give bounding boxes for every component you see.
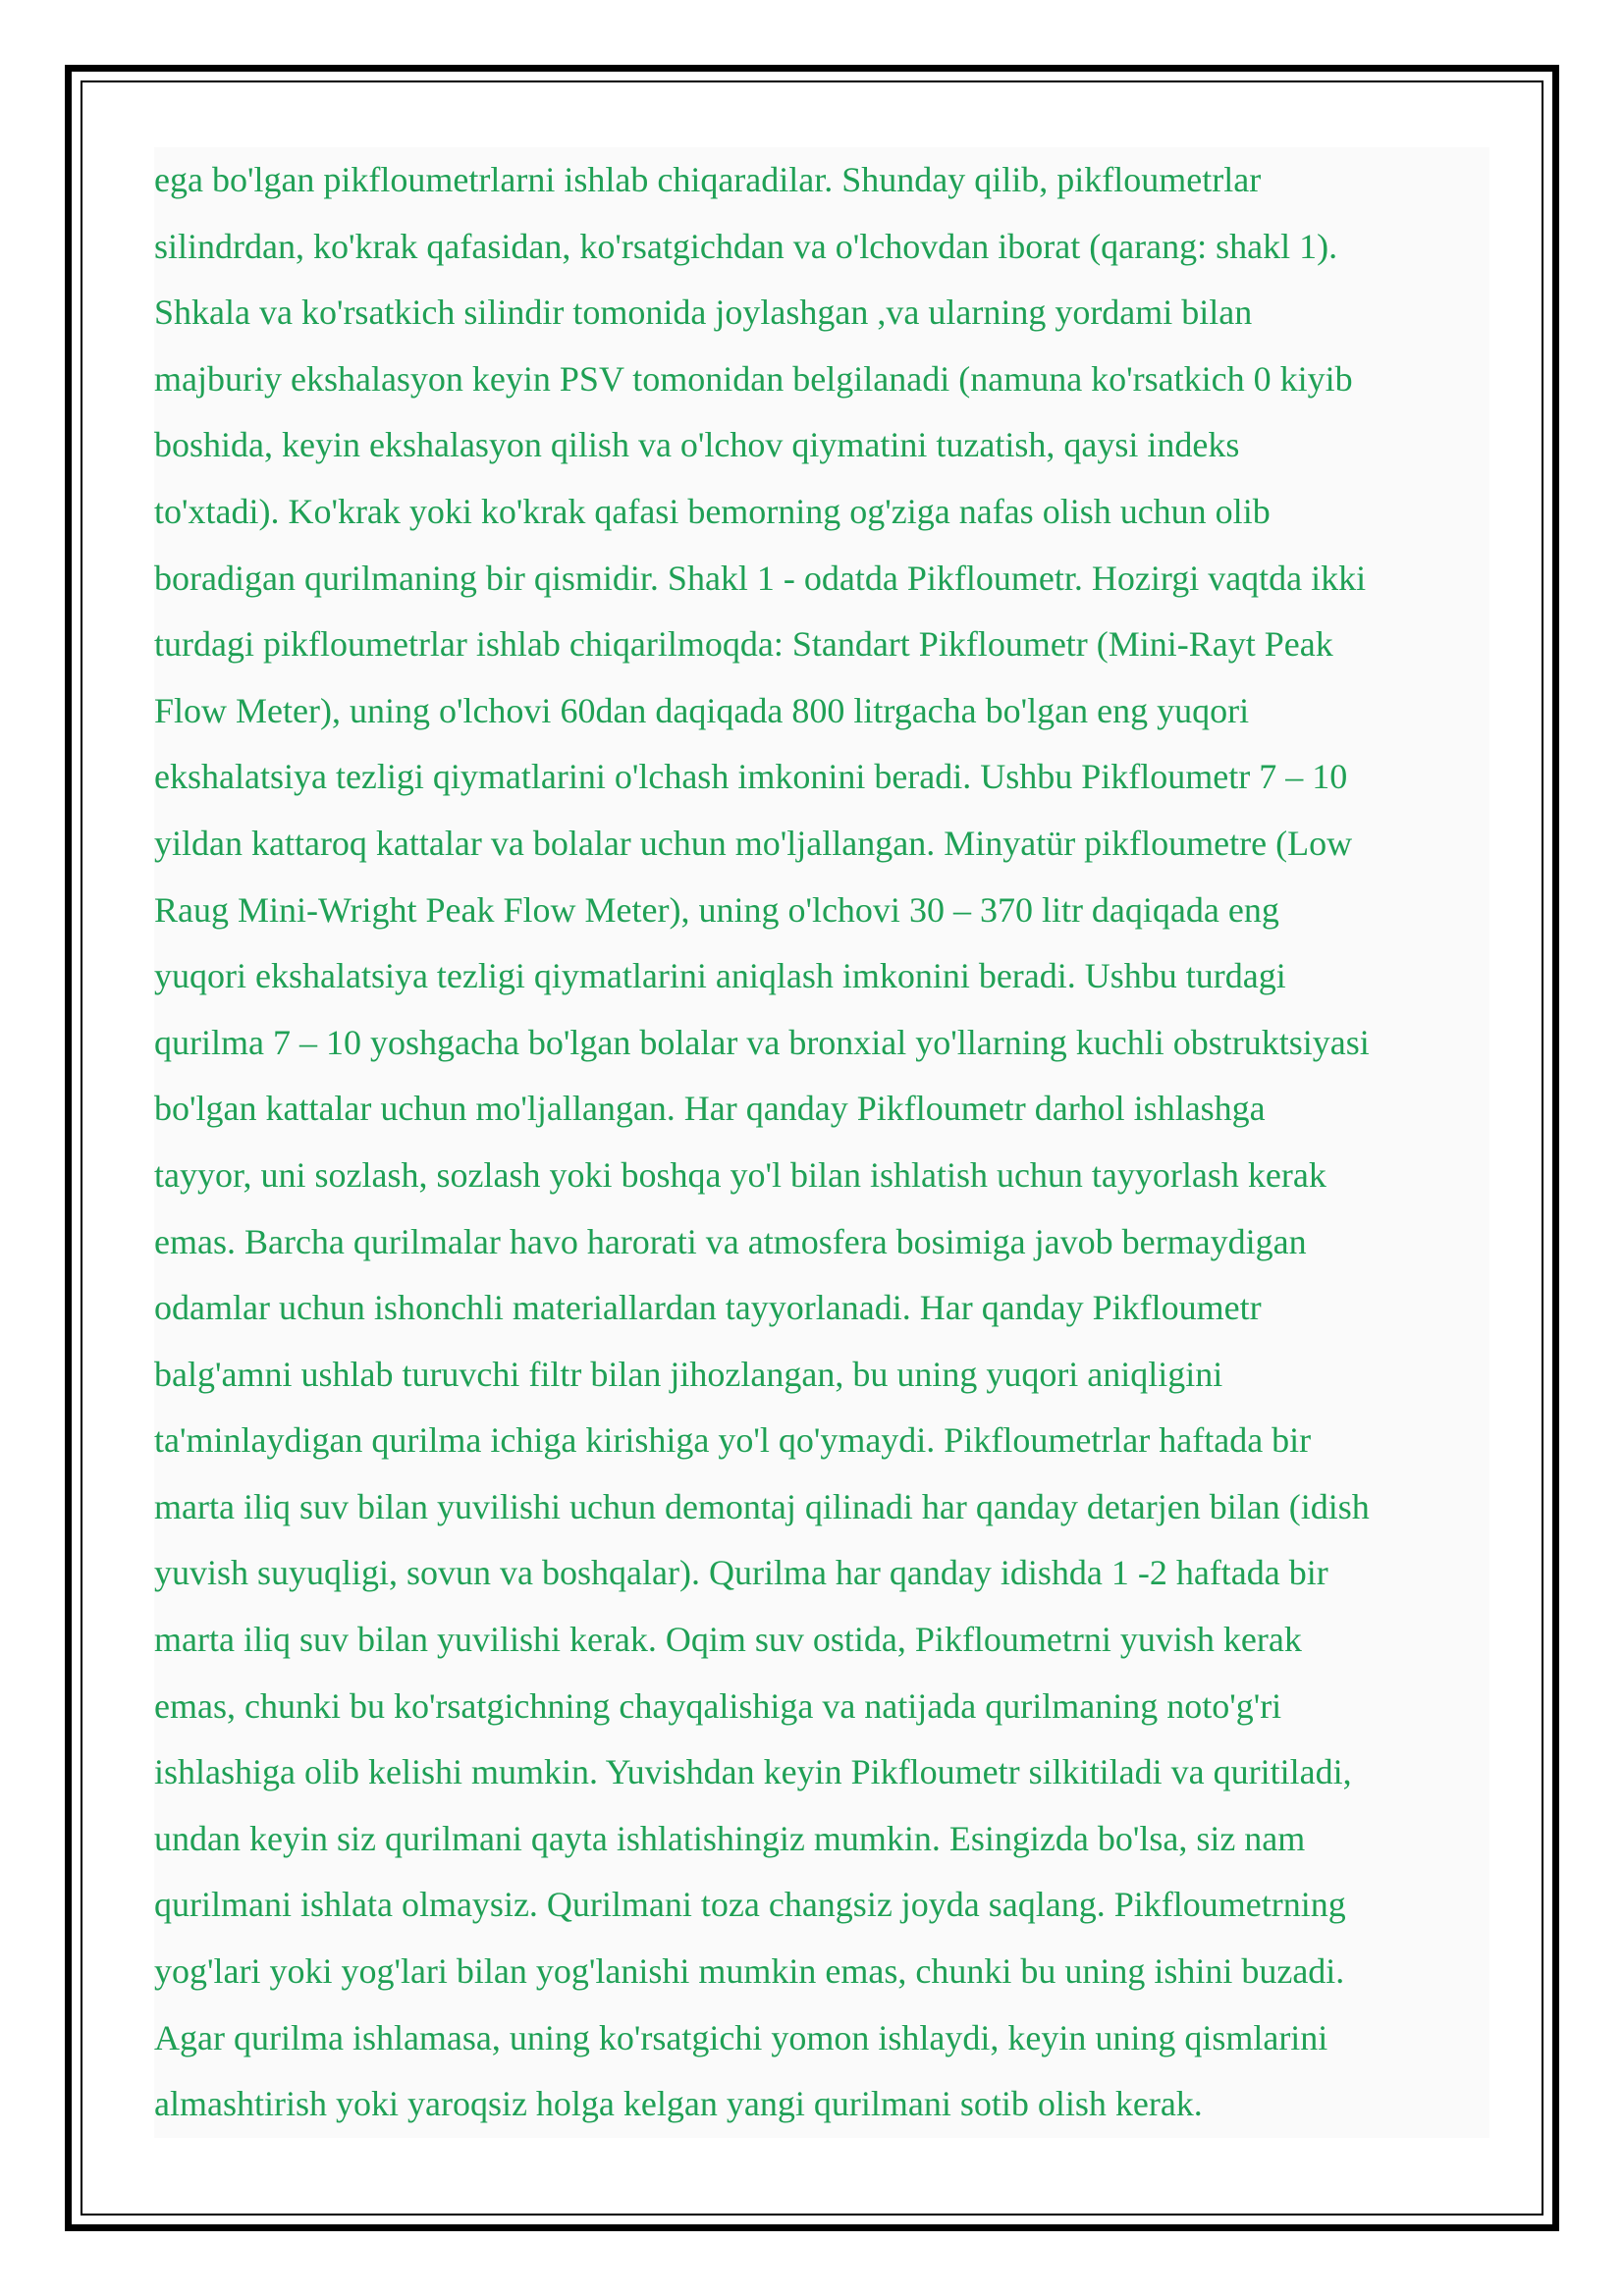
text-line: to'xtadi). Ko'krak yoki ko'krak qafasi bemorning og'ziga nafas olish uchun olib [154, 491, 1271, 531]
text-line: yuqori ekshalatsiya tezligi qiymatlarini aniqlash imkonini beradi. Ushbu turdagi [154, 956, 1286, 996]
text-line: Agar qurilma ishlamasa, uning ko'rsatgichi yomon ishlaydi, keyin uning qismlarini [154, 2017, 1328, 2057]
text-line: qurilmani ishlata olmaysiz. Qurilmani toza changsiz joyda saqlang. Pikfloumetrning [154, 1885, 1346, 1925]
text-line: ishlashiga olib kelishi mumkin. Yuvishdan keyin Pikfloumetr silkitiladi va quritiladi, [154, 1752, 1352, 1792]
text-line: Shkala va ko'rsatkich silindir tomonida joylashgan ,va ularning yordami bilan [154, 293, 1253, 333]
text-line: silindrdan, ko'krak qafasidan, ko'rsatgichdan va o'lchovdan iborat (qarang: shakl 1). [154, 226, 1338, 266]
text-line: emas, chunki bu ko'rsatgichning chayqalishiga va natijada qurilmaning noto'g'ri [154, 1685, 1282, 1726]
text-line: almashtirish yoki yaroqsiz holga kelgan yangi qurilmani sotib olish kerak. [154, 2084, 1203, 2124]
text-line: odamlar uchun ishonchli materiallardan tayyorlanadi. Har qanday Pikfloumetr [154, 1288, 1262, 1328]
text-line: marta iliq suv bilan yuvilishi uchun demontaj qilinadi har qanday detarjen bilan (idish [154, 1486, 1370, 1526]
text-line: Flow Meter), uning o'lchovi 60dan daqiqada 800 litrgacha bo'lgan eng yuqori [154, 690, 1250, 730]
text-line: turdagi pikfloumetrlar ishlab chiqarilmoqda: Standart Pikfloumetr (Mini-Rayt Peak [154, 624, 1333, 665]
text-line: boradigan qurilmaning bir qismidir. Shakl 1 - odatda Pikfloumetr. Hozirgi vaqtda ikki [154, 558, 1367, 598]
text-line: yuvish suyuqligi, sovun va boshqalar). Qurilma har qanday idishda 1 -2 haftada bir [154, 1553, 1328, 1593]
text-line: boshida, keyin ekshalasyon qilish va o'lchov qiymatini tuzatish, qaysi indeks [154, 425, 1240, 465]
text-line: marta iliq suv bilan yuvilishi kerak. Oqim suv ostida, Pikfloumetrni yuvish kerak [154, 1620, 1302, 1660]
body-text [154, 147, 1489, 2138]
text-line: yog'lari yoki yog'lari bilan yog'lanishi mumkin emas, chunki bu uning ishini buzadi. [154, 1951, 1345, 1992]
text-line: balg'amni ushlab turuvchi filtr bilan jihozlangan, bu uning yuqori aniqligini [154, 1354, 1223, 1394]
text-line: ega bo'lgan pikfloumetrlarni ishlab chiqaradilar. Shunday qilib, pikfloumetrlar [154, 160, 1262, 199]
text-line: ekshalatsiya tezligi qiymatlarini o'lchash imkonini beradi. Ushbu Pikfloumetr 7 – 10 [154, 757, 1348, 797]
text-line: bo'lgan kattalar uchun mo'ljallangan. Har qanday Pikfloumetr darhol ishlashga [154, 1089, 1266, 1129]
text-line: ta'minlaydigan qurilma ichiga kirishiga yo'l qo'ymaydi. Pikfloumetrlar haftada bir [154, 1420, 1312, 1461]
text-line: qurilma 7 – 10 yoshgacha bo'lgan bolalar va bronxial yo'llarning kuchli obstruktsiyasi [154, 1022, 1370, 1062]
text-line: yildan kattaroq kattalar va bolalar uchun mo'ljallangan. Minyatür pikfloumetre (Low [154, 823, 1353, 863]
text-line: majburiy ekshalasyon keyin PSV tomonidan belgilanadi (namuna ko'rsatkich 0 kiyib [154, 358, 1353, 399]
text-line: Raug Mini-Wright Peak Flow Meter), uning o'lchovi 30 – 370 litr daqiqada eng [154, 889, 1279, 930]
text-line: emas. Barcha qurilmalar havo harorati va atmosfera bosimiga javob bermaydigan [154, 1221, 1307, 1261]
text-line: tayyor, uni sozlash, sozlash yoki boshqa yo'l bilan ishlatish uchun tayyorlash kerak [154, 1154, 1326, 1195]
text-line: undan keyin siz qurilmani qayta ishlatishingiz mumkin. Esingizda bo'lsa, siz nam [154, 1818, 1306, 1858]
